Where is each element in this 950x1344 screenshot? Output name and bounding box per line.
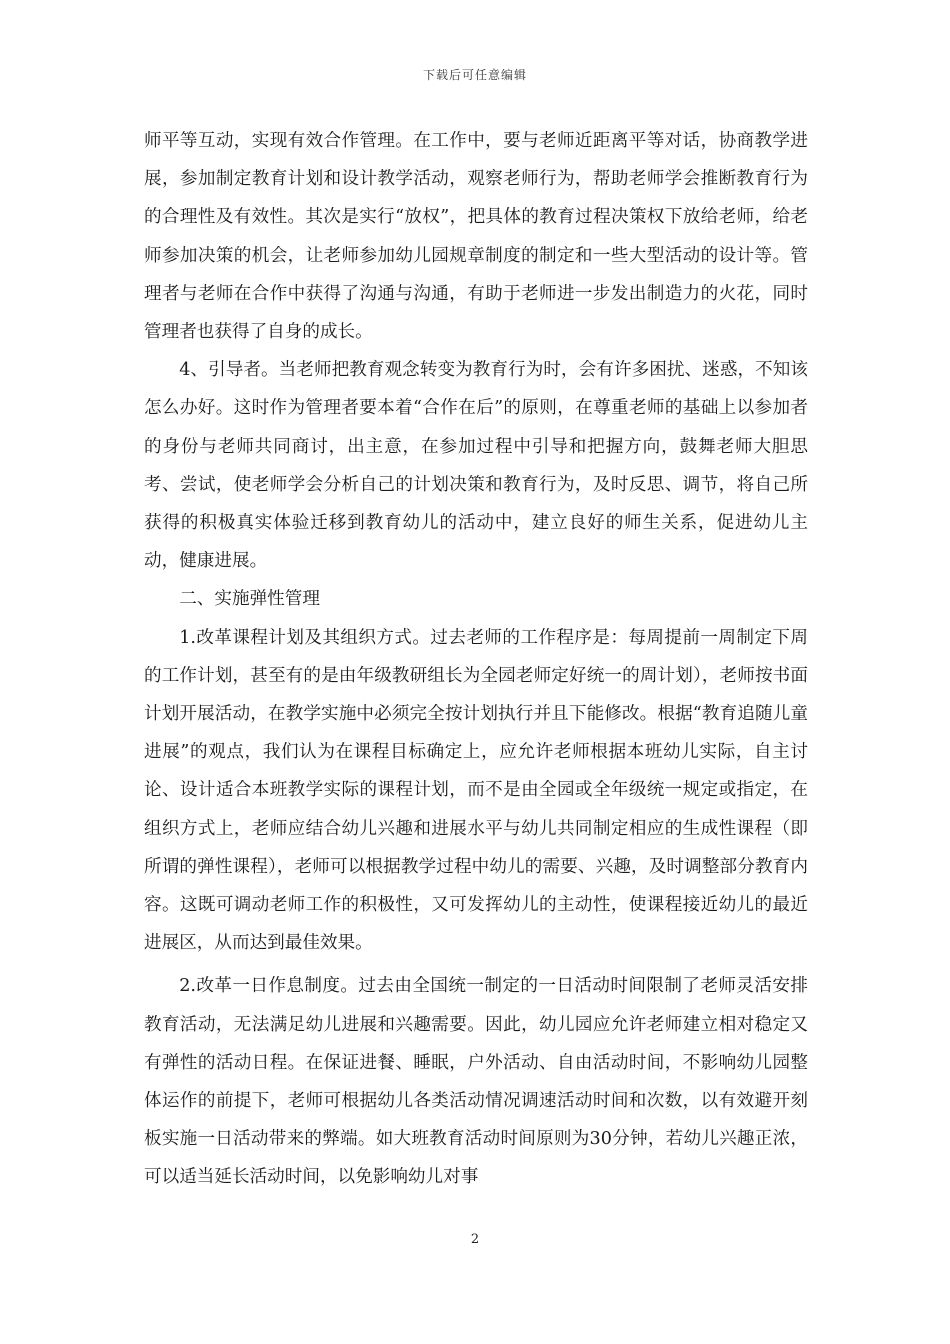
paragraph-guide-role: 4、引导者。当老师把教育观念转变为教育行为时，会有许多困扰、迷惑，不知该怎么办好。这时作为管理者要本着“合作在后”的原则，在尊重老师的基础上以参加者的身份与老师共同商讨，出主意，在参加过程中引导和把握方向，鼓舞老师大胆思考、尝试，使老师学会分析自己的计划决策和教育行为，及时反思、调节，将自己所获得的积极真实体验迁移到教育幼儿的活动中，建立良好的师生关系，促进幼儿主动，健康进展。: [144, 360, 808, 572]
section-heading-flexible-management: 二、实施弹性管理: [179, 589, 320, 610]
paragraph-continuation: 师平等互动，实现有效合作管理。在工作中，要与老师近距离平等对话，协商教学进展，参加制定教育计划和设计教学活动，观察老师行为，帮助老师学会推断教育行为的合理性及有效性。其次是实行“放权”，把具体的教育过程决策权下放给老师，给老师参加决策的机会，让老师参加幼儿园规章制度的制定和一些大型活动的设计等。管理者与老师在合作中获得了沟通与沟通，有助于老师进一步发出制造力的火花，同时管理者也获得了自身的成长。: [144, 131, 808, 343]
paragraph-schedule-reform: 2.改革一日作息制度。过去由全国统一制定的一日活动时间限制了老师灵活安排教育活动，无法满足幼儿进展和兴趣需要。因此，幼儿园应允许老师建立相对稳定又有弹性的活动日程。在保证进餐、睡眠，户外活动、自由活动时间，不影响幼儿园整体运作的前提下，老师可根据幼儿各类活动情况调速活动时间和次数，以有效避开刻板实施一日活动带来的弊端。如大班教育活动时间原则为30分钟，若幼儿兴趣正浓，可以适当延长活动时间，以免影响幼儿对事: [144, 976, 808, 1188]
page-header: 下载后可任意编辑: [422, 68, 527, 82]
body-text: [144, 122, 808, 1197]
paragraph-curriculum-reform: 1.改革课程计划及其组织方式。过去老师的工作程序是：每周提前一周制定下周的工作计划，甚至有的是由年级教研组长为全园老师定好统一的周计划），老师按书面计划开展活动，在教学实施中必须完全按计划执行并且下能修改。根据“教育追随儿童进展”的观点，我们认为在课程目标确定上，应允许老师根据本班幼儿实际，自主讨论、设计适合本班教学实际的课程计划，而不是由全园或全年级统一规定或指定，在组织方式上，老师应结合幼儿兴趣和进展水平与幼儿共同制定相应的生成性课程（即所谓的弹性课程），老师可以根据教学过程中幼儿的需要、兴趣，及时调整部分教育内容。这既可调动老师工作的积极性，又可发挥幼儿的主动性，使课程接近幼儿的最近进展区，从而达到最佳效果。: [144, 627, 808, 954]
page-number: 2: [470, 1232, 480, 1247]
